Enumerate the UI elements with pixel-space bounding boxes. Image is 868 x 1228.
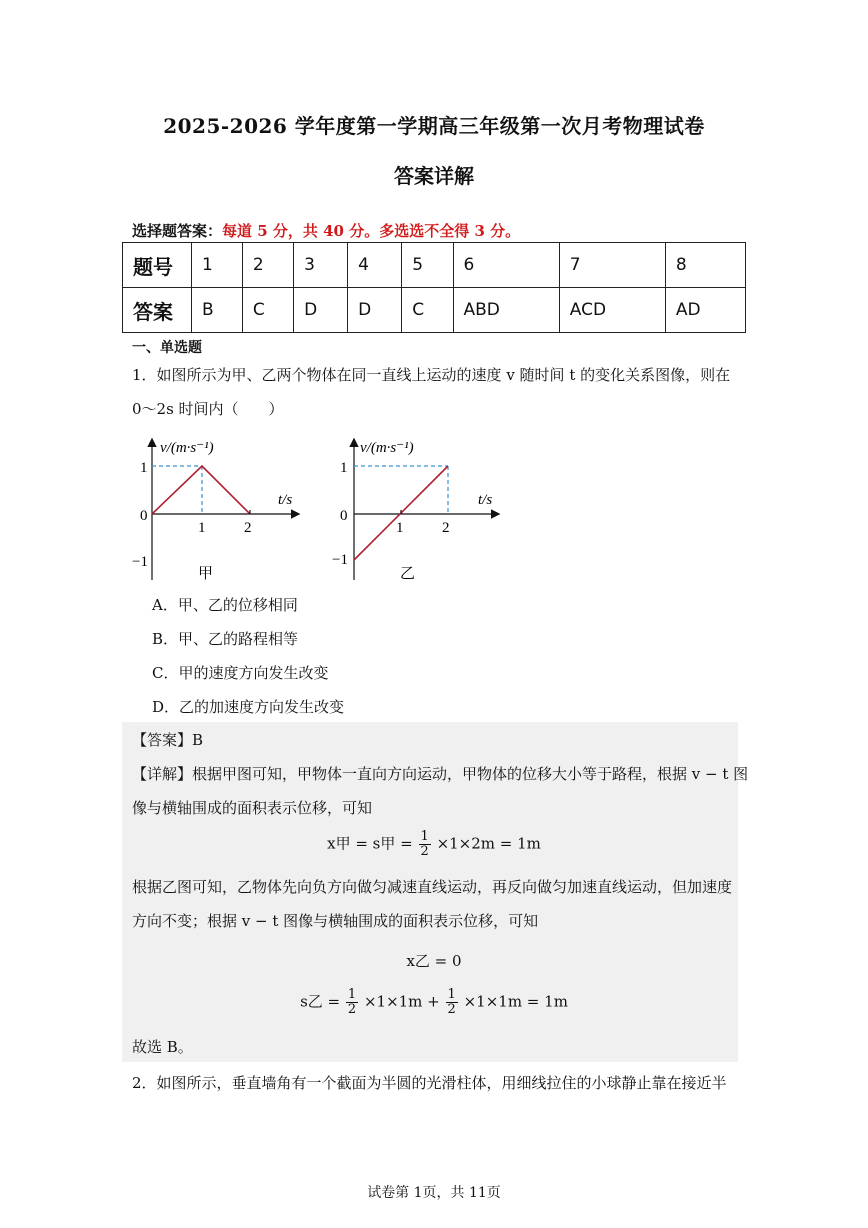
equation-text: s乙 = (300, 992, 341, 1011)
mcq-heading (132, 220, 520, 241)
equation-1 (0, 830, 868, 859)
table-cell: ABD (453, 288, 559, 333)
answer-line: 【答案】B (132, 731, 204, 749)
mcq-label: 选择题答案： (132, 222, 223, 240)
x-axis-label: t/s (278, 492, 293, 508)
table-cell: 3 (294, 243, 348, 288)
x-tick-label: 1 (198, 520, 206, 536)
x-axis-label: t/s (478, 492, 493, 508)
fraction-denominator: 2 (447, 1002, 456, 1017)
equation-text: ×1×2m = 1m (436, 834, 541, 853)
page-footer: 试卷第 1页，共 11页 (367, 1185, 501, 1201)
option-c: C．甲的速度方向发生改变 (152, 664, 329, 682)
conclusion-line: 故选 B。 (132, 1038, 193, 1056)
y-tick-label: −1 (332, 552, 348, 568)
table-cell: D (294, 288, 348, 333)
table-row-numbers (123, 243, 746, 288)
fraction-denominator: 2 (420, 844, 429, 859)
row-header-number: 题号 (123, 243, 192, 288)
graph-caption: 甲 (198, 566, 214, 582)
table-cell: 5 (402, 243, 453, 288)
equation-text: x甲 = s甲 = (327, 834, 413, 853)
x-tick-label: 2 (244, 520, 252, 536)
x-tick-label: 2 (442, 520, 450, 536)
answer-table (122, 242, 746, 333)
page-subtitle: 答案详解 (394, 164, 474, 188)
table-cell: 2 (242, 243, 293, 288)
fraction-numerator: 1 (447, 987, 456, 1002)
detail-line: 根据乙图可知，乙物体先向负方向做匀减速直线运动，再反向做匀加速直线运动，但加速度 (132, 878, 733, 896)
table-row-answers (123, 288, 746, 333)
y-tick-label: 1 (140, 460, 148, 476)
equation-text: ×1×1m + (363, 992, 440, 1011)
y-axis-label: v/(m·s⁻¹) (360, 440, 414, 456)
equation-3 (0, 988, 868, 1017)
detail-line: 【详解】根据甲图可知，甲物体一直向方向运动，甲物体的位移大小等于路程，根据 v − t 图 (132, 765, 749, 783)
fraction-numerator: 1 (347, 987, 357, 1002)
equation-text: ×1×1m = 1m (463, 992, 568, 1011)
table-cell: 6 (453, 243, 559, 288)
option-d: D．乙的加速度方向发生改变 (152, 698, 345, 716)
equation-2: x乙 = 0 (406, 952, 462, 970)
mcq-note: 每道 5 分，共 40 分。多选选不全得 3 分。 (222, 222, 521, 240)
page-title: 2025-2026 学年度第一学期高三年级第一次月考物理试卷 (163, 114, 705, 138)
y-tick-label: −1 (132, 554, 148, 570)
detail-line: 方向不变；根据 v − t 图像与横轴围成的面积表示位移，可知 (132, 912, 539, 930)
y-axis-label: v/(m·s⁻¹) (160, 440, 214, 456)
question-1-stem-line2: 0～2s 时间内（ ） (132, 400, 284, 418)
detail-line: 像与横轴围成的面积表示位移，可知 (132, 799, 373, 817)
x-tick-label: 1 (396, 520, 404, 536)
table-cell: 7 (559, 243, 665, 288)
option-a: A．甲、乙的位移相同 (152, 596, 298, 614)
fraction (419, 830, 431, 859)
y-tick-label: 0 (340, 508, 348, 524)
question-1-stem-line1: 1．如图所示为甲、乙两个物体在同一直线上运动的速度 v 随时间 t 的变化关系图像，则在 (132, 366, 731, 384)
fraction-numerator: 1 (420, 829, 429, 844)
vt-graph-jia (130, 432, 310, 584)
fraction (346, 988, 358, 1017)
velocity-line-jia (152, 466, 250, 514)
row-header-answer: 答案 (123, 288, 192, 333)
section-heading: 一、单选题 (132, 340, 202, 356)
fraction (446, 988, 458, 1017)
fraction-denominator: 2 (347, 1002, 357, 1017)
table-cell: 1 (192, 243, 243, 288)
table-cell: AD (665, 288, 745, 333)
table-cell: B (192, 288, 243, 333)
table-cell: C (402, 288, 453, 333)
vt-graph-yi (330, 432, 510, 584)
table-cell: ACD (559, 288, 665, 333)
table-cell: D (348, 288, 402, 333)
table-cell: C (242, 288, 293, 333)
table-cell: 4 (348, 243, 402, 288)
table-cell: 8 (665, 243, 745, 288)
graph-caption: 乙 (400, 566, 416, 582)
y-tick-label: 1 (340, 460, 348, 476)
question-2-stem-line1: 2．如图所示，垂直墙角有一个截面为半圆的光滑柱体，用细线拉住的小球静止靠在接近半 (132, 1074, 727, 1092)
y-tick-label: 0 (140, 508, 148, 524)
option-b: B．甲、乙的路程相等 (152, 630, 299, 648)
